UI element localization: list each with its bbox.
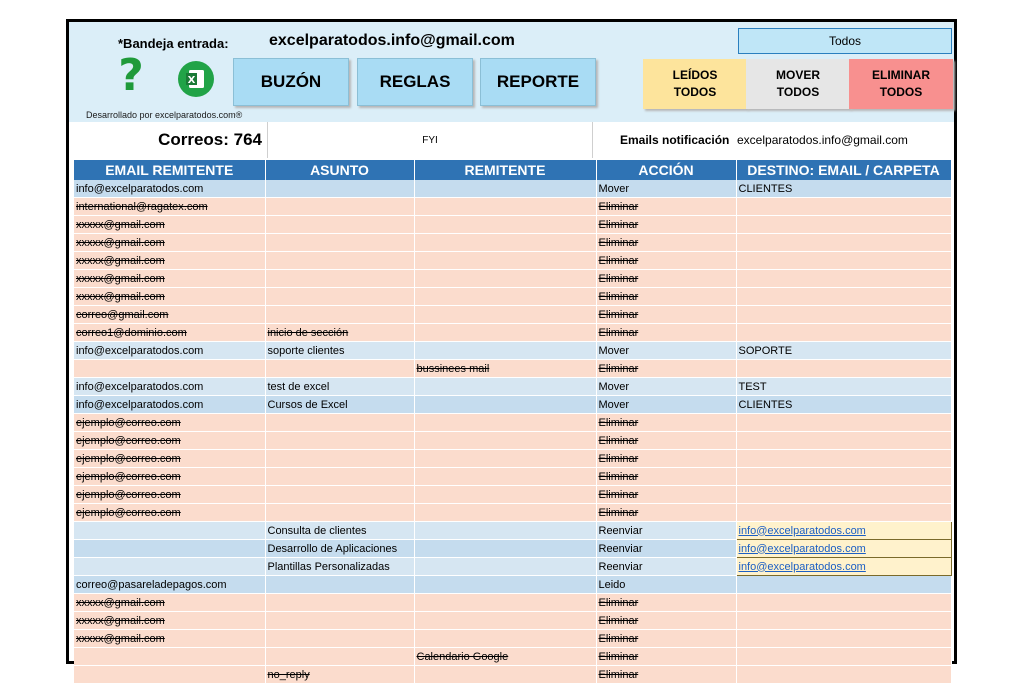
asunto-cell[interactable] [265, 486, 414, 504]
accion-cell[interactable]: Mover [596, 180, 736, 198]
destino-cell[interactable]: info@excelparatodos.com [736, 558, 951, 576]
svg-text:?: ? [118, 50, 144, 101]
accion-cell[interactable]: Eliminar [596, 324, 736, 342]
col-asunto[interactable]: ASUNTO [265, 160, 414, 180]
accion-cell[interactable]: Eliminar [596, 432, 736, 450]
asunto-cell[interactable] [265, 252, 414, 270]
remitente-cell[interactable] [414, 432, 596, 450]
asunto-cell[interactable] [265, 612, 414, 630]
email-remitente-cell[interactable] [74, 648, 265, 666]
asunto-cell[interactable]: test de excel [265, 378, 414, 396]
accion-cell[interactable]: Eliminar [596, 630, 736, 648]
table-row [74, 504, 951, 522]
table-row [74, 648, 951, 666]
remitente-cell[interactable] [414, 396, 596, 414]
accion-cell[interactable]: Eliminar [596, 648, 736, 666]
email-remitente-cell[interactable] [74, 522, 265, 540]
email-remitente-cell[interactable]: correo@gmail.com [74, 306, 265, 324]
asunto-cell[interactable] [265, 648, 414, 666]
destino-cell[interactable] [736, 666, 951, 684]
filter-select[interactable]: Todos [738, 28, 952, 54]
destino-cell[interactable] [736, 360, 951, 378]
remitente-cell[interactable] [414, 468, 596, 486]
read-all-button[interactable]: LEÍDOS TODOS [643, 59, 747, 109]
notification-label: Emails notificación [620, 133, 730, 147]
remitente-cell[interactable] [414, 216, 596, 234]
accion-cell[interactable]: Eliminar [596, 270, 736, 288]
remitente-cell[interactable] [414, 252, 596, 270]
col-accion[interactable]: ACCIÓN [596, 160, 736, 180]
table-row [74, 450, 951, 468]
table-row [74, 378, 951, 396]
table-row [74, 396, 951, 414]
accion-cell[interactable]: Eliminar [596, 198, 736, 216]
email-remitente-cell[interactable] [74, 558, 265, 576]
remitente-cell[interactable] [414, 414, 596, 432]
asunto-cell[interactable] [265, 414, 414, 432]
email-remitente-cell[interactable]: info@excelparatodos.com [74, 180, 265, 198]
email-remitente-cell[interactable]: info@excelparatodos.com [74, 396, 265, 414]
email-remitente-cell[interactable]: xxxxx@gmail.com [74, 630, 265, 648]
accion-cell[interactable]: Mover [596, 342, 736, 360]
asunto-cell[interactable]: Desarrollo de Aplicaciones [265, 540, 414, 558]
remitente-cell[interactable] [414, 198, 596, 216]
destino-cell[interactable]: SOPORTE [736, 342, 951, 360]
asunto-cell[interactable] [265, 234, 414, 252]
email-remitente-cell[interactable] [74, 360, 265, 378]
svg-text:X: X [187, 75, 196, 86]
remitente-cell[interactable]: bussinees mail [414, 360, 596, 378]
table-row [74, 306, 951, 324]
remitente-cell[interactable] [414, 540, 596, 558]
destino-cell[interactable] [736, 306, 951, 324]
accion-cell[interactable]: Reenviar [596, 522, 736, 540]
destino-cell[interactable] [736, 486, 951, 504]
remitente-cell[interactable] [414, 576, 596, 594]
reglas-button[interactable]: REGLAS [357, 58, 473, 106]
help-icon[interactable] [111, 50, 151, 101]
destino-cell[interactable] [736, 594, 951, 612]
rules-body [74, 180, 951, 684]
asunto-cell[interactable] [265, 288, 414, 306]
fyi-field[interactable]: FYI [267, 122, 593, 158]
rules-table [74, 160, 952, 684]
rules-panel [66, 19, 957, 681]
asunto-cell[interactable] [265, 306, 414, 324]
remitente-cell[interactable] [414, 486, 596, 504]
accion-cell[interactable]: Mover [596, 378, 736, 396]
destino-cell[interactable] [736, 270, 951, 288]
accion-cell[interactable]: Eliminar [596, 252, 736, 270]
accion-cell[interactable]: Eliminar [596, 504, 736, 522]
email-remitente-cell[interactable]: ejemplo@correo.com [74, 414, 265, 432]
remitente-cell[interactable] [414, 342, 596, 360]
remitente-cell[interactable] [414, 378, 596, 396]
email-remitente-cell[interactable]: xxxxx@gmail.com [74, 252, 265, 270]
destino-cell[interactable] [736, 288, 951, 306]
remitente-cell[interactable] [414, 594, 596, 612]
destino-cell[interactable]: info@excelparatodos.com [736, 540, 951, 558]
asunto-cell[interactable]: no_reply [265, 666, 414, 684]
inbox-email: excelparatodos.info@gmail.com [269, 32, 515, 49]
table-row [74, 630, 951, 648]
buzon-button[interactable]: BUZÓN [233, 58, 349, 106]
remitente-cell[interactable] [414, 234, 596, 252]
table-row [74, 270, 951, 288]
table-row [74, 216, 951, 234]
accion-cell[interactable]: Eliminar [596, 414, 736, 432]
asunto-cell[interactable]: inicio de sección [265, 324, 414, 342]
table-row [74, 522, 951, 540]
accion-cell[interactable]: Eliminar [596, 234, 736, 252]
asunto-cell[interactable] [265, 594, 414, 612]
asunto-cell[interactable] [265, 360, 414, 378]
accion-cell[interactable]: Eliminar [596, 450, 736, 468]
col-remitente[interactable]: REMITENTE [414, 160, 596, 180]
accion-cell[interactable]: Eliminar [596, 468, 736, 486]
table-row [74, 594, 951, 612]
asunto-cell[interactable] [265, 504, 414, 522]
destino-cell[interactable]: info@excelparatodos.com [736, 522, 951, 540]
notification-email[interactable]: excelparatodos.info@gmail.com [737, 133, 908, 147]
remitente-cell[interactable] [414, 558, 596, 576]
table-row [74, 252, 951, 270]
destino-cell[interactable] [736, 630, 951, 648]
remitente-cell[interactable] [414, 612, 596, 630]
email-remitente-cell[interactable]: info@excelparatodos.com [74, 378, 265, 396]
asunto-cell[interactable] [265, 432, 414, 450]
table-row [74, 360, 951, 378]
email-remitente-cell[interactable]: xxxxx@gmail.com [74, 234, 265, 252]
destino-cell[interactable]: CLIENTES [736, 396, 951, 414]
move-all-button[interactable]: MOVER TODOS [746, 59, 850, 109]
asunto-cell[interactable] [265, 450, 414, 468]
remitente-cell[interactable] [414, 324, 596, 342]
table-row [74, 432, 951, 450]
asunto-cell[interactable]: Cursos de Excel [265, 396, 414, 414]
destino-cell[interactable] [736, 450, 951, 468]
email-remitente-cell[interactable]: correo1@dominio.com [74, 324, 265, 342]
table-row [74, 666, 951, 684]
accion-cell[interactable]: Eliminar [596, 486, 736, 504]
accion-cell[interactable]: Eliminar [596, 306, 736, 324]
destino-cell[interactable] [736, 576, 951, 594]
table-row [74, 342, 951, 360]
table-row [74, 234, 951, 252]
asunto-cell[interactable] [265, 180, 414, 198]
accion-cell[interactable]: Reenviar [596, 540, 736, 558]
asunto-cell[interactable] [265, 216, 414, 234]
asunto-cell[interactable] [265, 270, 414, 288]
destino-cell[interactable] [736, 648, 951, 666]
col-destino[interactable]: DESTINO: EMAIL / CARPETA [736, 160, 951, 180]
email-remitente-cell[interactable]: xxxxx@gmail.com [74, 270, 265, 288]
remitente-cell[interactable] [414, 522, 596, 540]
accion-cell[interactable]: Mover [596, 396, 736, 414]
remitente-cell[interactable] [414, 630, 596, 648]
remitente-cell[interactable] [414, 666, 596, 684]
destino-cell[interactable] [736, 612, 951, 630]
asunto-cell[interactable]: Plantillas Personalizadas [265, 558, 414, 576]
destino-cell[interactable] [736, 216, 951, 234]
inbox-label: *Bandeja entrada: [118, 36, 229, 51]
delete-all-button[interactable]: ELIMINAR TODOS [849, 59, 953, 109]
asunto-cell[interactable] [265, 576, 414, 594]
email-remitente-cell[interactable]: ejemplo@correo.com [74, 468, 265, 486]
destino-cell[interactable]: TEST [736, 378, 951, 396]
summary-row [69, 122, 954, 158]
table-row [74, 612, 951, 630]
col-email-remitente[interactable]: EMAIL REMITENTE [74, 160, 265, 180]
destino-cell[interactable] [736, 198, 951, 216]
table-row [74, 486, 951, 504]
remitente-cell[interactable] [414, 504, 596, 522]
asunto-cell[interactable] [265, 630, 414, 648]
table-row [74, 576, 951, 594]
remitente-cell[interactable] [414, 306, 596, 324]
email-count: Correos: 764 [158, 130, 262, 149]
asunto-cell[interactable] [265, 468, 414, 486]
email-remitente-cell[interactable] [74, 540, 265, 558]
table-row [74, 180, 951, 198]
table-row [74, 558, 951, 576]
table-header-row [74, 160, 951, 180]
email-remitente-cell[interactable]: correo@pasareladepagos.com [74, 576, 265, 594]
accion-cell[interactable]: Eliminar [596, 360, 736, 378]
email-remitente-cell[interactable]: ejemplo@correo.com [74, 486, 265, 504]
destino-cell[interactable] [736, 234, 951, 252]
credit-text: Desarrollado por excelparatodos.com® [86, 110, 243, 120]
asunto-cell[interactable]: soporte clientes [265, 342, 414, 360]
accion-cell[interactable]: Reenviar [596, 558, 736, 576]
table-row [74, 324, 951, 342]
destino-cell[interactable]: CLIENTES [736, 180, 951, 198]
destino-cell[interactable] [736, 324, 951, 342]
table-row [74, 414, 951, 432]
asunto-cell[interactable]: Consulta de clientes [265, 522, 414, 540]
remitente-cell[interactable] [414, 180, 596, 198]
destino-cell[interactable] [736, 252, 951, 270]
email-remitente-cell[interactable]: ejemplo@correo.com [74, 504, 265, 522]
email-remitente-cell[interactable]: xxxxx@gmail.com [74, 594, 265, 612]
destino-cell[interactable] [736, 468, 951, 486]
accion-cell[interactable]: Eliminar [596, 612, 736, 630]
remitente-cell[interactable] [414, 288, 596, 306]
email-remitente-cell[interactable]: ejemplo@correo.com [74, 432, 265, 450]
table-row [74, 540, 951, 558]
table-row [74, 468, 951, 486]
remitente-cell[interactable]: Calendario Google [414, 648, 596, 666]
table-row [74, 198, 951, 216]
remitente-cell[interactable] [414, 450, 596, 468]
accion-cell[interactable]: Eliminar [596, 594, 736, 612]
email-remitente-cell[interactable]: xxxxx@gmail.com [74, 216, 265, 234]
excel-icon[interactable] [177, 60, 215, 98]
email-remitente-cell[interactable]: xxxxx@gmail.com [74, 288, 265, 306]
email-remitente-cell[interactable]: international@ragatex.com [74, 198, 265, 216]
accion-cell[interactable]: Leido [596, 576, 736, 594]
asunto-cell[interactable] [265, 198, 414, 216]
accion-cell[interactable]: Eliminar [596, 288, 736, 306]
accion-cell[interactable]: Eliminar [596, 216, 736, 234]
destino-cell[interactable] [736, 504, 951, 522]
destino-cell[interactable] [736, 432, 951, 450]
remitente-cell[interactable] [414, 270, 596, 288]
email-remitente-cell[interactable]: ejemplo@correo.com [74, 450, 265, 468]
reporte-button[interactable]: REPORTE [480, 58, 596, 106]
table-row [74, 288, 951, 306]
email-remitente-cell[interactable] [74, 666, 265, 684]
email-remitente-cell[interactable]: info@excelparatodos.com [74, 342, 265, 360]
accion-cell[interactable]: Eliminar [596, 666, 736, 684]
destino-cell[interactable] [736, 414, 951, 432]
email-remitente-cell[interactable]: xxxxx@gmail.com [74, 612, 265, 630]
